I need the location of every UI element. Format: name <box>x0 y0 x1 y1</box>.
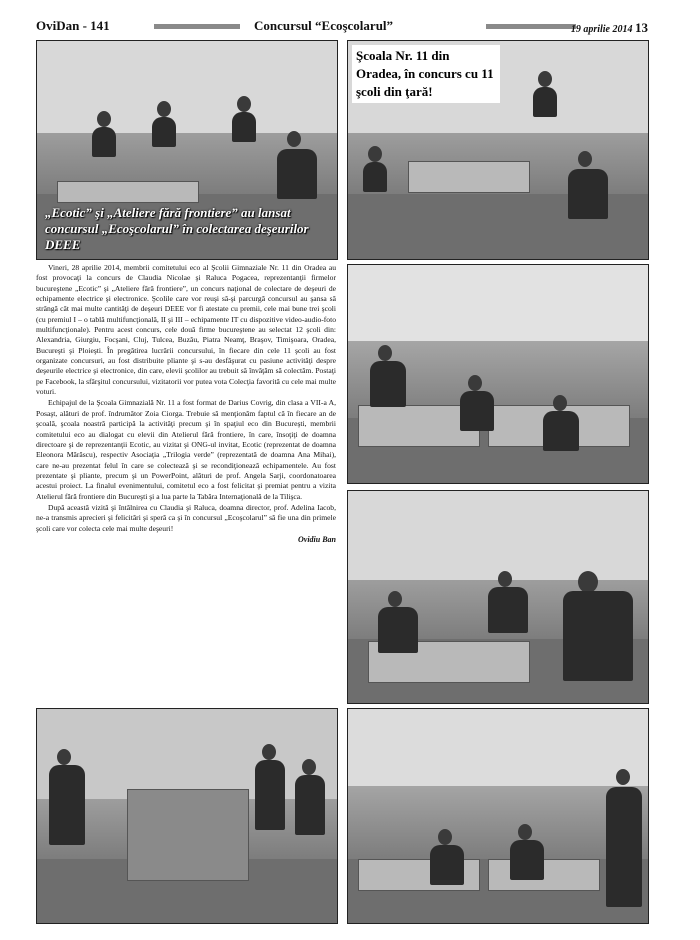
photo-wall <box>37 41 337 133</box>
photo-wall <box>348 265 648 341</box>
photo-school-competition <box>347 40 649 260</box>
photo-person <box>97 111 111 127</box>
article-author: Ovidiu Ban <box>297 534 336 544</box>
photo-person <box>563 591 633 681</box>
photo-person <box>232 112 256 142</box>
photo-desk <box>408 161 530 193</box>
photo-caption: Şcoala Nr. 11 din Oradea, în concurs cu 11 şcoli din ţară! <box>352 45 500 103</box>
photo-person <box>578 151 592 167</box>
photo-person <box>255 760 285 830</box>
photo-person <box>49 765 85 845</box>
photo-person <box>295 775 325 835</box>
photo-student-interview <box>347 490 649 704</box>
photo-person <box>468 375 482 391</box>
photo-person <box>378 345 392 361</box>
photo-classroom-desks <box>347 264 649 484</box>
photo-person <box>92 127 116 157</box>
photo-desk <box>488 859 600 891</box>
photo-classroom-interview <box>36 40 338 260</box>
photo-person <box>606 787 642 907</box>
photo-person <box>277 149 317 199</box>
page-header <box>36 18 648 36</box>
photo-person <box>368 146 382 162</box>
photo-person <box>438 829 452 845</box>
photo-person <box>543 411 579 451</box>
photo-person <box>57 749 71 765</box>
photo-person <box>538 71 552 87</box>
header-divider-left <box>154 24 240 29</box>
photo-person <box>568 169 608 219</box>
photo-person <box>510 840 544 880</box>
photo-person <box>533 87 557 117</box>
photo-person <box>460 391 494 431</box>
photo-person <box>488 587 528 633</box>
photo-person <box>287 131 301 147</box>
photo-person <box>430 845 464 885</box>
photo-person <box>262 744 276 760</box>
article-paragraph: Vineri, 28 aprilie 2014, membrii comitetului eco al Şcolii Gimnaziale Nr. 11 din Oradea au fost provocaţi la concurs de Claudia Nicolae şi Raluca Pogacea, reprezentanţii firmelor bucureştene „Ecotic” şi „Ateliere fără frontiere”, un concurs naţional de colectare de deşeuri de echipamente electrice şi electronice. Şcolile care vor reuşi să-şi parcurgă concursul au şansa să strângă cât mai multe cantităţi de deşeuri DEEE vor fi atestate cu premii, cele mai bune trei şcoli (cu premiul I – o tablă multifuncţională, II şi III – echipamente IT cu dispozitive video-audio-foto multifuncţionale). Pentru acest concurs, cele două firme bucureştene au selectat 12 şcoli din: Alexandria, Giurgiu, Focşani, Cluj, Tulcea, Buzău, Piatra Neamţ, Braşov, Timişoara, Oradea, Bucureşti şi Ploieşti. În pregătirea lucrării concursului, în fiecare din cele 11 şcoli au fost organizate concursuri, au fost distribuite pliante şi s-au desfăşurat cu pasiune activităţi despre deşeurile electrice şi electronice, din care, elevii şcolilor au trebuit să învăţăm să colectăm. Postaţi pe Facebook, la sfârşitul concursului, vizitatorii vor putea vota Colecţia favorită cu cele mai multe voturi. <box>36 263 336 397</box>
article-body <box>36 263 336 705</box>
photo-person <box>578 571 598 593</box>
header-divider-right <box>486 24 576 29</box>
photo-person <box>518 824 532 840</box>
photo-person <box>498 571 512 587</box>
photo-person <box>302 759 316 775</box>
photo-person <box>363 162 387 192</box>
photo-full-classroom <box>347 708 649 924</box>
photo-workshop <box>36 708 338 924</box>
date-and-page <box>571 20 648 36</box>
photo-person <box>388 591 402 607</box>
issue-date: 19 aprilie 2014 <box>570 24 633 35</box>
page-number: 13 <box>635 20 648 35</box>
section-title: Concursul “Ecoşcolarul” <box>254 18 394 33</box>
article-paragraph: După această vizită şi întâlnirea cu Claudia şi Raluca, doamna director, prof. Adelina Iacob, ne-a transmis aprecieri şi felicitări şi speră ca şi în concursul „Ecoşcolarul” să fie una din primele şcoli care vor colecta cele mai multe deşeuri! <box>36 502 336 533</box>
photo-person <box>616 769 630 785</box>
photo-desk <box>57 181 199 203</box>
photo-person <box>553 395 567 411</box>
photo-wall <box>348 491 648 580</box>
photo-wall <box>348 709 648 786</box>
photo-caption: „Ecotic” şi „Ateliere fără frontiere” au lansat concursul „Ecoşcolarul” în colectarea deşeurilor DEEE <box>45 205 309 252</box>
publication-issue: OviDan - 141 <box>36 18 110 33</box>
photo-person <box>157 101 171 117</box>
photo-person <box>370 361 406 407</box>
photo-person <box>378 607 418 653</box>
article-paragraph: Echipajul de la Şcoala Gimnazială Nr. 11 a fost format de Darius Covrig, din clasa a VII-a A, Posaşt, alături de prof. îndrumător Zoia Ciorga. Trebuie să menţionăm faptul că în fiecare an de şcoală, şcoala noastră participă la activităţi precum şi în spaţiul eco din Bucureşti, membrii comitetului eco au dialogat cu elevii din Atelierul fără frontiere, în care, însoţiţi de doamna directoare şi de reprezentanţii Ecotic, au vizitat şi ONG-ul invitat, Ecotic (reprezentat de doamna Eleonora Mărăscu), respectiv Asociaţia „Trilogia verde” (reprezentată de doamna Ana Mihai), care ne-au prezentat felul în care se colectează şi se recondiţionează echipamentele. Au fost prezentate şi pliante, precum şi un PowerPoint, alături de prof. Angela Sarji, coordonatoarea acestui proiect. La finalul evenimentului, comitetul eco a fost felicitat şi premiat pentru a vizita Atelierul fără frontiere din Bucureşti şi a lua parte la Tabăra Internaţională de la Tilişca. <box>36 398 336 501</box>
photo-person <box>237 96 251 112</box>
photo-person <box>152 117 176 147</box>
photo-equipment <box>127 789 249 881</box>
